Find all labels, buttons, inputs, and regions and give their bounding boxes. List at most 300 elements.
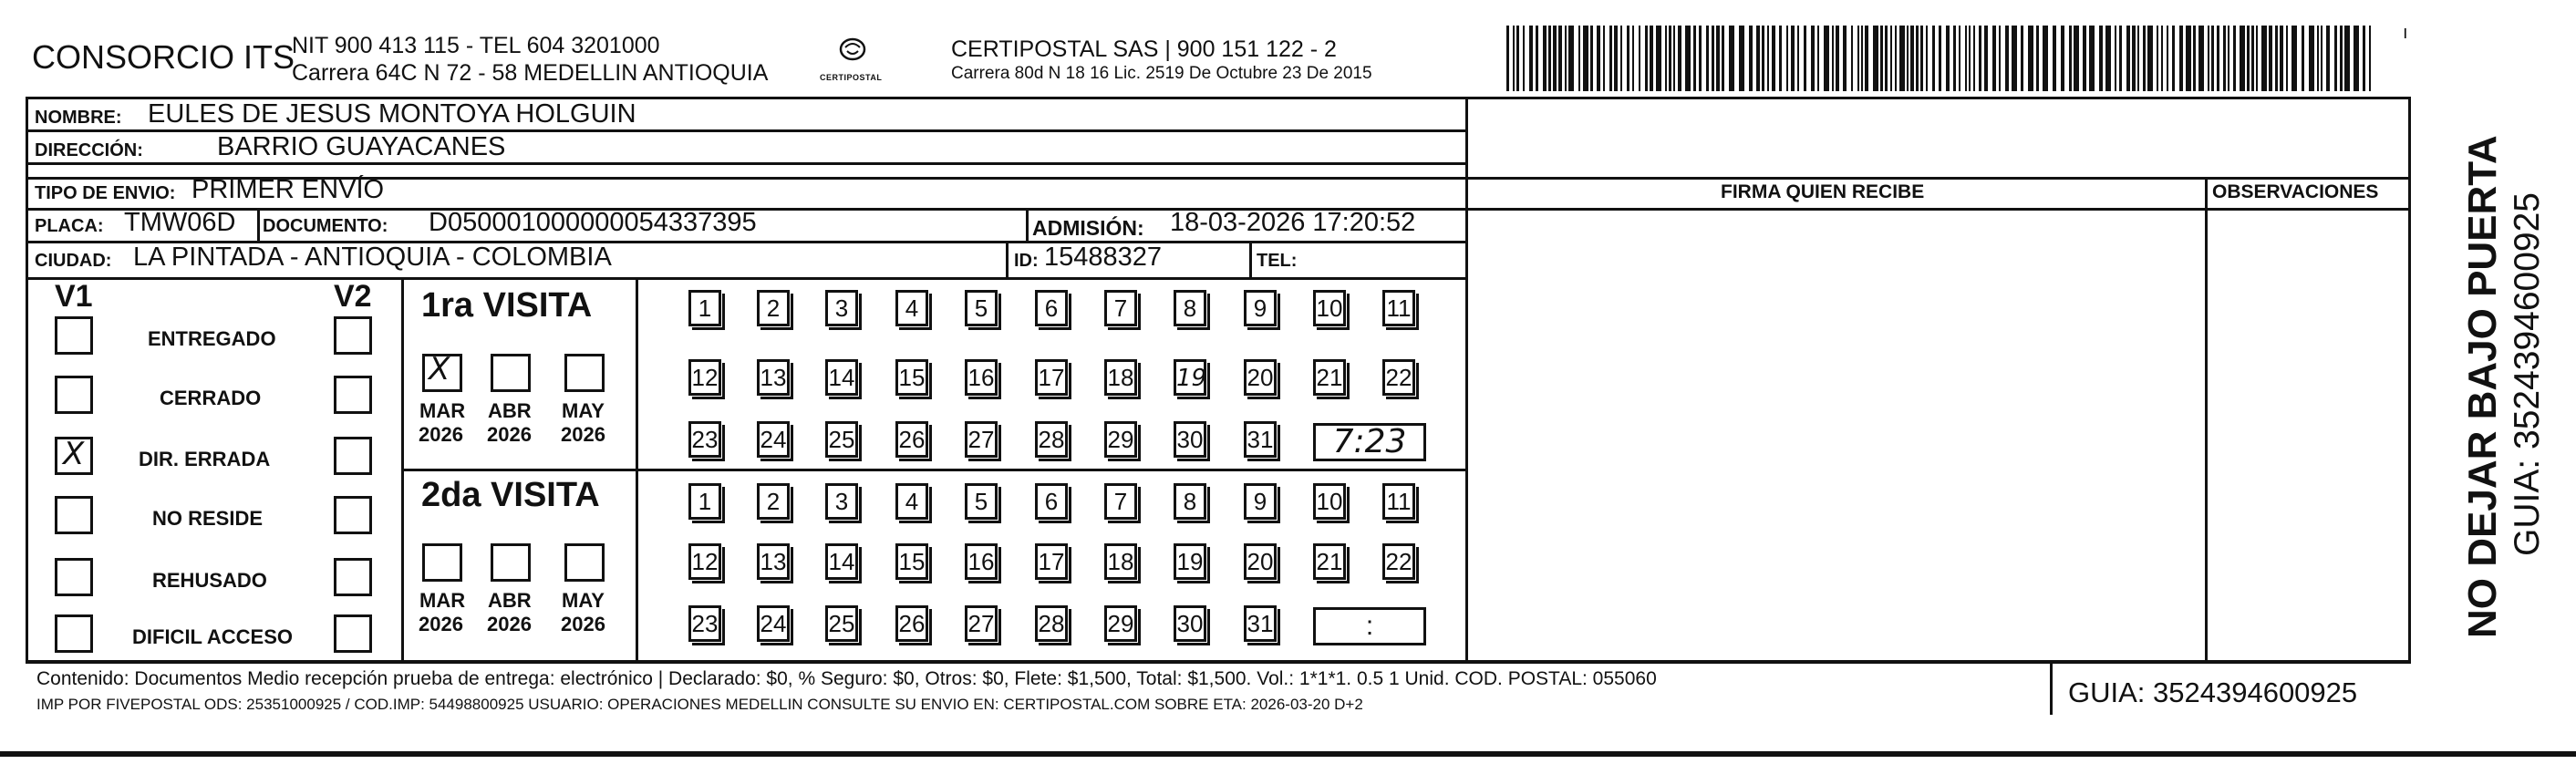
day-box[interactable] xyxy=(825,483,858,520)
day-number: 7 xyxy=(1113,294,1128,322)
barcode-bar xyxy=(2043,26,2048,91)
barcode-bar xyxy=(1536,26,1538,91)
barcode-bar xyxy=(1548,26,1551,91)
barcode-bar xyxy=(1999,26,2001,91)
nombre-label: NOMBRE: xyxy=(35,108,122,128)
barcode-bar xyxy=(2247,26,2250,91)
day-number: 8 xyxy=(1183,294,1197,322)
tel-label: TEL: xyxy=(1257,251,1298,271)
barcode-bar xyxy=(2321,26,2323,91)
barcode-bar xyxy=(2251,26,2254,91)
barcode-bar xyxy=(2179,26,2183,91)
day-box[interactable] xyxy=(1174,421,1206,458)
barcode-bar xyxy=(1762,26,1764,91)
day-box[interactable] xyxy=(825,543,858,580)
barcode-bar xyxy=(1665,26,1667,91)
barcode-bar xyxy=(2363,26,2365,91)
barcode-bar xyxy=(2053,26,2056,91)
placa-value: TMW06D xyxy=(124,208,236,237)
company-name: CONSORCIO ITS xyxy=(32,38,295,76)
day-number: 9 xyxy=(1253,294,1267,322)
barcode-bar xyxy=(1767,26,1769,91)
barcode-bar xyxy=(2309,26,2314,91)
time-box[interactable] xyxy=(1313,607,1426,645)
barcode-bar xyxy=(2126,26,2130,91)
month-label: MAR xyxy=(419,399,466,422)
day-box[interactable] xyxy=(1035,605,1068,642)
day-box[interactable] xyxy=(1035,483,1068,520)
certipostal-address: Carrera 80d N 18 16 Lic. 2519 De Octubre 23 De 2015 xyxy=(951,64,1372,83)
certipostal-line: CERTIPOSTAL SAS | 900 151 122 - 2 xyxy=(951,36,1337,62)
barcode-bar xyxy=(1873,26,1878,91)
ciudad-label: CIUDAD: xyxy=(35,251,112,271)
v1-checkbox[interactable] xyxy=(55,376,93,414)
day-box[interactable] xyxy=(1174,543,1206,580)
barcode-bar xyxy=(1553,26,1557,91)
barcode-bar xyxy=(1791,26,1795,91)
day-box[interactable] xyxy=(757,483,790,520)
barcode-bar xyxy=(2115,26,2116,91)
day-number: 28 xyxy=(1038,426,1065,453)
day-number: 19 xyxy=(1176,548,1204,575)
month-checkbox[interactable] xyxy=(422,543,462,582)
barcode-bar xyxy=(1843,26,1847,91)
barcode-bar xyxy=(1529,26,1533,91)
barcode-bar xyxy=(1513,26,1515,91)
barcode-bar xyxy=(1824,26,1829,91)
day-box[interactable] xyxy=(1104,290,1137,326)
barcode-bar xyxy=(2061,26,2064,91)
day-box[interactable] xyxy=(688,359,721,396)
barcode-bar xyxy=(1969,26,1971,91)
status-option-label: REHUSADO xyxy=(152,569,267,592)
barcode-bar xyxy=(2137,26,2139,91)
day-box[interactable] xyxy=(825,421,858,458)
year-label: 2026 xyxy=(419,613,463,635)
day-number: 11 xyxy=(1386,488,1412,515)
direccion-value: BARRIO GUAYACANES xyxy=(217,132,506,161)
barcode-bar xyxy=(1650,26,1653,91)
day-number: 13 xyxy=(760,548,787,575)
id-value: 15488327 xyxy=(1044,243,1163,272)
barcode-bar xyxy=(1516,26,1519,91)
day-number: 2 xyxy=(766,294,781,322)
v1-checkbox[interactable] xyxy=(55,316,93,355)
year-label: 2026 xyxy=(487,423,532,446)
day-box[interactable] xyxy=(1313,483,1346,520)
barcode-bar xyxy=(2211,26,2214,91)
barcode-bar xyxy=(2012,26,2017,91)
barcode-bar xyxy=(2269,26,2272,91)
day-number: 9 xyxy=(1253,488,1267,515)
day-box[interactable] xyxy=(1104,543,1137,580)
barcode-bar xyxy=(1614,26,1618,91)
day-number: 17 xyxy=(1038,364,1065,391)
barcode-bar xyxy=(1669,26,1671,91)
barcode-bar xyxy=(2233,26,2236,91)
day-number: 30 xyxy=(1176,610,1204,637)
barcode-bar xyxy=(2334,26,2337,91)
day-box[interactable] xyxy=(1035,359,1068,396)
v2-checkbox[interactable] xyxy=(334,558,372,596)
day-number: 24 xyxy=(760,610,787,637)
day-box[interactable] xyxy=(965,483,998,520)
day-box[interactable] xyxy=(1174,359,1206,396)
day-box[interactable] xyxy=(1174,290,1206,326)
barcode-bar xyxy=(1926,26,1928,91)
barcode-bar xyxy=(2302,26,2304,91)
barcode xyxy=(1505,26,2375,91)
logo-text: CERTIPOSTAL xyxy=(820,73,883,82)
year-label: 2026 xyxy=(561,613,605,635)
month-label: ABR xyxy=(488,589,532,612)
day-box[interactable] xyxy=(895,359,928,396)
barcode-bar xyxy=(1603,26,1605,91)
day-number: 12 xyxy=(691,364,719,391)
day-box[interactable] xyxy=(688,543,721,580)
certipostal-logo xyxy=(820,35,883,88)
month-checkbox[interactable] xyxy=(422,351,462,392)
barcode-bar xyxy=(2147,26,2153,91)
footer-line-1: Contenido: Documentos Medio recepción prueba de entrega: electrónico | Declarado: $0, % Seguro: $0, Otros: $0, Flete: $1,500, Total: $1,500. Vol.: 1*1*1. 0.5 1 Unid. COD. POSTAL: 055060 xyxy=(36,668,1657,689)
day-box[interactable] xyxy=(895,290,928,326)
barcode-bar xyxy=(2326,26,2330,91)
barcode-bar xyxy=(1597,26,1600,91)
day-number: 6 xyxy=(1044,488,1059,515)
barcode-bar xyxy=(2132,26,2136,91)
barcode-bar xyxy=(2074,26,2079,91)
visit2-title: 2da VISITA xyxy=(421,476,600,514)
day-box[interactable] xyxy=(1382,543,1415,580)
barcode-bar xyxy=(1578,26,1580,91)
day-box[interactable] xyxy=(757,605,790,642)
barcode-bar xyxy=(1797,26,1799,91)
day-number: 28 xyxy=(1038,610,1065,637)
barcode-bar xyxy=(1953,26,1956,91)
day-box[interactable] xyxy=(965,290,998,326)
v1-checkbox[interactable] xyxy=(55,614,93,653)
day-number: 22 xyxy=(1385,548,1412,575)
barcode-bar xyxy=(1706,26,1709,91)
day-box[interactable] xyxy=(1104,421,1137,458)
footer-guia: GUIA: 3524394600925 xyxy=(2068,676,2358,708)
day-box[interactable] xyxy=(895,543,928,580)
day-box[interactable] xyxy=(1244,421,1277,458)
time-value: 7:23 xyxy=(1332,423,1407,460)
barcode-bar xyxy=(2172,26,2175,91)
barcode-bar xyxy=(2036,26,2039,91)
side-warning: NO DEJAR BAJO PUERTA xyxy=(2460,135,2505,638)
barcode-bar xyxy=(2275,26,2278,91)
tipo-envio-value: PRIMER ENVÍO xyxy=(191,175,385,204)
day-number: 15 xyxy=(898,548,926,575)
day-box[interactable] xyxy=(1382,290,1415,326)
barcode-bar xyxy=(1722,26,1724,91)
day-number: 26 xyxy=(898,426,926,453)
barcode-bar xyxy=(1932,26,1935,91)
day-box[interactable] xyxy=(895,483,928,520)
day-box[interactable] xyxy=(895,421,928,458)
day-box[interactable] xyxy=(965,543,998,580)
observaciones-header: OBSERVACIONES xyxy=(2212,181,2379,202)
day-number: 5 xyxy=(974,488,988,515)
barcode-bar xyxy=(1739,26,1744,91)
day-box[interactable] xyxy=(965,605,998,642)
barcode-bar xyxy=(2217,26,2219,91)
day-box[interactable] xyxy=(757,543,790,580)
barcode-bar xyxy=(1984,26,1988,91)
barcode-bar xyxy=(2119,26,2122,91)
day-number: 7 xyxy=(1113,488,1128,515)
barcode-bar xyxy=(2286,26,2288,91)
day-box[interactable] xyxy=(1035,290,1068,326)
barcode-bar xyxy=(2292,26,2297,91)
month-checkbox[interactable] xyxy=(491,543,531,582)
barcode-bar xyxy=(1693,26,1696,91)
day-number: 20 xyxy=(1247,548,1274,575)
day-box[interactable] xyxy=(688,483,721,520)
month-label: MAR xyxy=(419,589,466,612)
barcode-bar xyxy=(1632,26,1634,91)
barcode-bar xyxy=(2143,26,2146,91)
time-value: : xyxy=(1365,611,1374,641)
status-option-label: DIFICIL ACCESO xyxy=(132,625,294,648)
day-number: 10 xyxy=(1316,488,1343,515)
barcode-bar xyxy=(1851,26,1853,91)
barcode-bar xyxy=(1729,26,1734,91)
barcode-bar xyxy=(1916,26,1919,91)
v2-checkbox[interactable] xyxy=(334,496,372,534)
day-number: 14 xyxy=(828,364,855,391)
barcode-bar xyxy=(1910,26,1914,91)
barcode-bar xyxy=(1609,26,1612,91)
month-checkbox[interactable] xyxy=(564,543,605,582)
day-box[interactable] xyxy=(1035,543,1068,580)
barcode-bar xyxy=(1959,26,1960,91)
month-checkbox[interactable] xyxy=(491,354,531,392)
barcode-bar xyxy=(1920,26,1923,91)
day-box[interactable] xyxy=(1104,483,1137,520)
barcode-bar xyxy=(2261,26,2267,91)
v2-checkbox[interactable] xyxy=(334,614,372,653)
barcode-bar xyxy=(1543,26,1547,91)
day-box[interactable] xyxy=(825,359,858,396)
barcode-bar xyxy=(1979,26,1981,91)
corner-mark: ı xyxy=(2403,23,2408,43)
day-box[interactable] xyxy=(1174,605,1206,642)
day-number: 15 xyxy=(898,364,926,391)
month-label: MAY xyxy=(562,589,605,612)
day-number: 1 xyxy=(698,294,712,322)
day-number: 3 xyxy=(834,294,849,322)
admision-value: 18-03-2026 17:20:52 xyxy=(1170,208,1416,237)
v2-checkbox[interactable] xyxy=(334,437,372,475)
v2-checkbox[interactable] xyxy=(334,316,372,355)
barcode-bar xyxy=(2161,26,2163,91)
day-box[interactable] xyxy=(757,290,790,326)
barcode-bar xyxy=(2340,26,2343,91)
firma-header: FIRMA QUIEN RECIBE xyxy=(1721,181,1925,202)
barcode-bar xyxy=(2193,26,2196,91)
day-number: 3 xyxy=(834,488,849,515)
barcode-bar xyxy=(1716,26,1720,91)
barcode-bar xyxy=(2021,26,2023,91)
day-number: 6 xyxy=(1044,294,1059,322)
barcode-bar xyxy=(1836,26,1839,91)
barcode-bar xyxy=(2167,26,2168,91)
handwritten-mark-day: 19 xyxy=(1176,365,1207,392)
day-number: 30 xyxy=(1176,426,1204,453)
barcode-bar xyxy=(1568,26,1574,91)
barcode-bar xyxy=(1685,26,1691,91)
barcode-bar xyxy=(1712,26,1714,91)
day-number: 17 xyxy=(1038,548,1065,575)
nombre-value: EULES DE JESUS MONTOYA HOLGUIN xyxy=(148,99,636,129)
barcode-bar xyxy=(2005,26,2009,91)
day-box[interactable] xyxy=(965,421,998,458)
v1-checkbox[interactable] xyxy=(55,437,93,475)
v1-checkbox[interactable] xyxy=(55,558,93,596)
day-number: 13 xyxy=(760,364,787,391)
barcode-bar xyxy=(1861,26,1863,91)
side-guia: GUIA: 3524394600925 xyxy=(2508,192,2547,556)
status-option-label: CERRADO xyxy=(160,387,262,409)
day-box[interactable] xyxy=(965,359,998,396)
admision-label: ADMISIÓN: xyxy=(1032,216,1144,240)
day-number: 2 xyxy=(766,488,781,515)
day-box[interactable] xyxy=(757,359,790,396)
day-box[interactable] xyxy=(1104,605,1137,642)
barcode-bar xyxy=(2256,26,2258,91)
barcode-bar xyxy=(1890,26,1892,91)
barcode-bar xyxy=(1965,26,1967,91)
barcode-bar xyxy=(2223,26,2226,91)
handwritten-mark: X xyxy=(63,436,85,472)
day-box[interactable] xyxy=(688,605,721,642)
bottom-edge-line xyxy=(0,751,2576,757)
barcode-bar xyxy=(2354,26,2359,91)
barcode-bar xyxy=(1590,26,1593,91)
barcode-bar xyxy=(1907,26,1909,91)
barcode-bar xyxy=(1786,26,1788,91)
day-number: 25 xyxy=(828,610,855,637)
barcode-bar xyxy=(1992,26,1996,91)
barcode-bar xyxy=(1639,26,1640,91)
day-number: 21 xyxy=(1316,548,1343,575)
day-box[interactable] xyxy=(1244,359,1277,396)
day-box[interactable] xyxy=(1244,483,1277,520)
time-box[interactable] xyxy=(1313,423,1426,461)
v2-header: V2 xyxy=(334,279,372,314)
day-box[interactable] xyxy=(1382,483,1415,520)
day-number: 10 xyxy=(1316,294,1343,322)
day-box[interactable] xyxy=(1174,483,1206,520)
day-box[interactable] xyxy=(825,290,858,326)
barcode-bar xyxy=(1558,26,1562,91)
placa-label: PLACA: xyxy=(35,216,104,236)
day-number: 29 xyxy=(1107,610,1134,637)
barcode-bar xyxy=(2208,26,2209,91)
day-number: 21 xyxy=(1316,364,1343,391)
day-box[interactable] xyxy=(1104,359,1137,396)
handwritten-mark: X xyxy=(429,351,450,387)
day-box[interactable] xyxy=(1313,359,1346,396)
month-checkbox[interactable] xyxy=(564,354,605,392)
ciudad-value: LA PINTADA - ANTIOQUIA - COLOMBIA xyxy=(133,243,612,272)
day-box[interactable] xyxy=(1035,421,1068,458)
day-box[interactable] xyxy=(757,421,790,458)
day-number: 18 xyxy=(1107,364,1134,391)
day-number: 1 xyxy=(698,488,712,515)
day-box[interactable] xyxy=(688,290,721,326)
day-number: 8 xyxy=(1183,488,1197,515)
day-number: 23 xyxy=(691,610,719,637)
barcode-bar xyxy=(2083,26,2086,91)
day-number: 24 xyxy=(760,426,787,453)
documento-label: DOCUMENTO: xyxy=(263,216,388,236)
tipo-envio-label: TIPO DE ENVIO: xyxy=(35,183,176,203)
barcode-bar xyxy=(2028,26,2033,91)
day-box[interactable] xyxy=(1244,543,1277,580)
day-box[interactable] xyxy=(895,605,928,642)
barcode-bar xyxy=(1885,26,1888,91)
barcode-bar xyxy=(2157,26,2158,91)
day-box[interactable] xyxy=(688,421,721,458)
v2-checkbox[interactable] xyxy=(334,376,372,414)
barcode-bar xyxy=(1583,26,1588,91)
day-box[interactable] xyxy=(1313,543,1346,580)
barcode-bar xyxy=(1699,26,1702,91)
day-number: 23 xyxy=(691,426,719,453)
day-box[interactable] xyxy=(1244,605,1277,642)
day-number: 16 xyxy=(967,364,995,391)
day-box[interactable] xyxy=(1313,290,1346,326)
barcode-bar xyxy=(1627,26,1629,91)
month-label: MAY xyxy=(562,399,605,422)
barcode-bar xyxy=(1973,26,1975,91)
barcode-bar xyxy=(1817,26,1819,91)
day-number: 11 xyxy=(1386,294,1412,322)
barcode-bar xyxy=(1939,26,1941,91)
barcode-bar xyxy=(1880,26,1883,91)
day-number: 31 xyxy=(1247,426,1274,453)
day-number: 5 xyxy=(974,294,988,322)
barcode-bar xyxy=(1645,26,1648,91)
barcode-bar xyxy=(2344,26,2350,91)
day-number: 25 xyxy=(828,426,855,453)
barcode-bar xyxy=(2240,26,2245,91)
barcode-bar xyxy=(1565,26,1567,91)
day-box[interactable] xyxy=(1382,359,1415,396)
v1-checkbox[interactable] xyxy=(55,496,93,534)
barcode-bar xyxy=(2186,26,2191,91)
day-box[interactable] xyxy=(825,605,858,642)
status-option-label: DIR. ERRADA xyxy=(139,448,271,470)
barcode-bar xyxy=(2228,26,2229,91)
id-label: ID: xyxy=(1014,251,1039,271)
footer-line-2: IMP POR FIVEPOSTAL ODS: 25351000925 / COD.IMP: 54498800925 USUARIO: OPERACIONES MEDELLIN CONSULTE SU ENVIO EN: CERTIPOSTAL.COM SOBRE ETA: 2026-03-20 D+2 xyxy=(36,696,1363,713)
visit1-title: 1ra VISITA xyxy=(421,286,593,325)
year-label: 2026 xyxy=(419,423,463,446)
day-number: 4 xyxy=(905,294,919,322)
day-box[interactable] xyxy=(1244,290,1277,326)
day-number: 31 xyxy=(1247,610,1274,637)
status-option-label: ENTREGADO xyxy=(148,327,276,350)
barcode-bar xyxy=(1678,26,1681,91)
barcode-bar xyxy=(1865,26,1868,91)
day-number: 27 xyxy=(967,610,995,637)
direccion-label: DIRECCIÓN: xyxy=(35,140,143,160)
